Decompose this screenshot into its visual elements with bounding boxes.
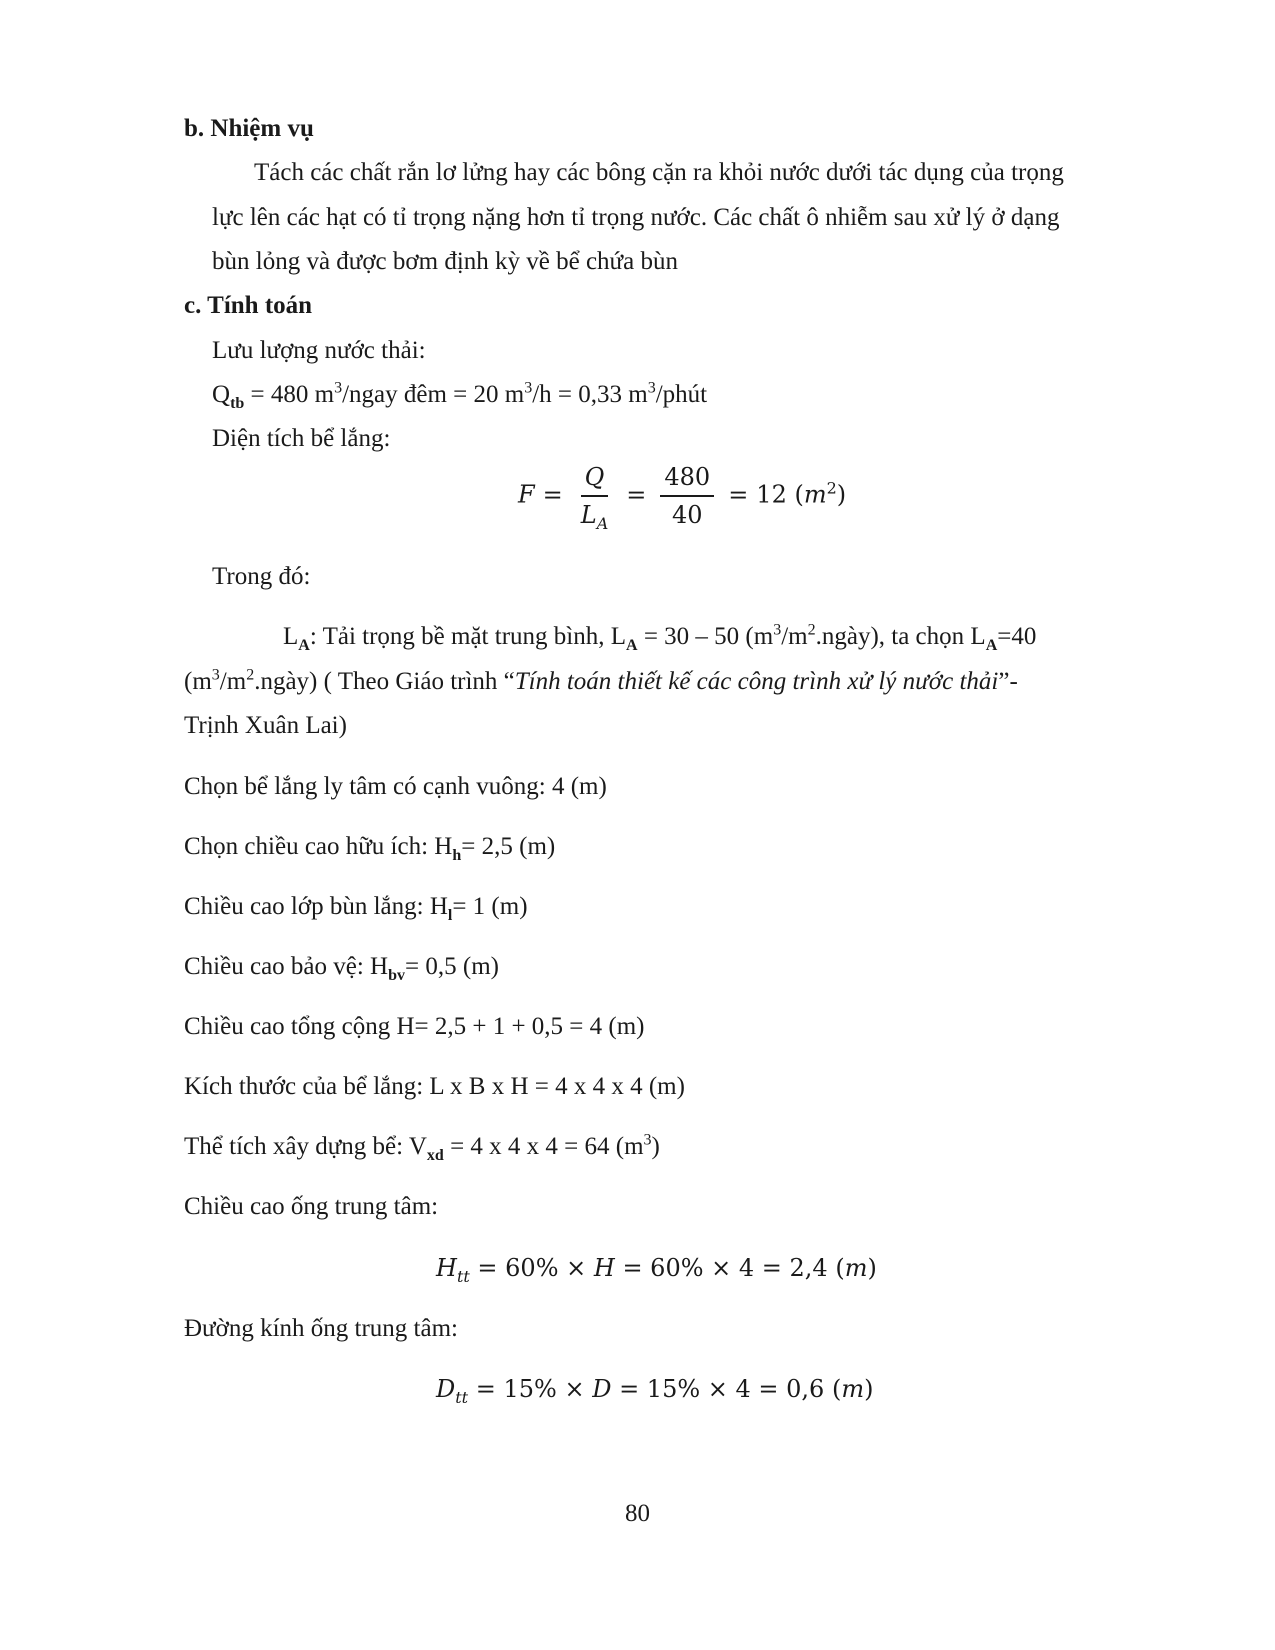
protect-height-sub: bv — [388, 967, 406, 984]
fraction-den-l: L — [580, 501, 597, 529]
la-subscript-2: A — [626, 637, 638, 654]
volume-value: = 4 x 4 x 4 = 64 (m — [443, 1133, 644, 1160]
flow-label: Lưu lượng nước thải: — [212, 337, 426, 364]
section-c-heading: c. Tính toán — [184, 292, 313, 319]
flow-part-3: /h = 0,33 m — [532, 381, 648, 408]
where-line-2-text-3: .ngày) ( Theo Giáo trình “ — [254, 668, 515, 695]
la-symbol: L — [283, 623, 299, 650]
flow-rate-line — [212, 380, 707, 410]
area-label: Diện tích bể lắng: — [212, 425, 391, 452]
where-line-1 — [283, 622, 1036, 652]
paragraph-line-1: Tách các chất rắn lơ lửng hay các bông cặn ra khỏi nước dưới tác dụng của trọng — [254, 159, 1064, 186]
where-line-1-text-1: : Tải trọng bề mặt trung bình, L — [309, 623, 626, 650]
formula-h-expr-2: = 60% × 4 = 2,4 ( — [614, 1254, 845, 1282]
where-line-2-sup2: 2 — [246, 666, 255, 684]
formula-center-diameter — [436, 1375, 874, 1407]
protect-height-text: Chiều cao bảo vệ: H — [184, 953, 389, 980]
fraction-num-480: 480 — [660, 462, 714, 497]
formula-f-unit: m — [803, 480, 827, 509]
formula-d-unit: m — [841, 1375, 865, 1403]
formula-d-sym: D — [436, 1375, 456, 1403]
formula-d-var: D — [592, 1375, 612, 1403]
paragraph-line-2: lực lên các hạt có tỉ trọng nặng hơn tỉ trọng nước. Các chất ô nhiễm sau xử lý ở dạng — [212, 204, 1060, 231]
formula-d-sub: tt — [455, 1387, 469, 1407]
where-line-1-text-4: .ngày), ta chọn L — [815, 623, 986, 650]
formula-h-unit: m — [844, 1254, 868, 1282]
fraction-q-over-la — [577, 462, 613, 533]
volume-text: Thể tích xây dựng bể: V — [184, 1133, 427, 1160]
flow-sup-2: 3 — [524, 379, 533, 397]
textbook-title: Tính toán thiết kế các công trình xử lý nước thải — [514, 668, 999, 695]
la-subscript-3: A — [985, 637, 998, 654]
useful-height-sub: h — [452, 847, 462, 864]
where-line-1-sup2: 2 — [807, 621, 816, 639]
formula-h-sub: tt — [456, 1266, 470, 1286]
formula-f-result: 12 — [756, 480, 787, 509]
formula-f-lhs: F — [518, 480, 535, 509]
flow-part-1: = 480 m — [244, 381, 335, 408]
formula-center-height — [436, 1254, 877, 1286]
flow-symbol: Q — [212, 381, 231, 408]
volume-line — [184, 1132, 660, 1162]
volume-sup: 3 — [643, 1131, 652, 1149]
where-line-2-text-2: /m — [219, 668, 247, 695]
section-b-heading: b. Nhiệm vụ — [184, 115, 314, 142]
paragraph-line-3: bùn lỏng và được bơm định kỳ về bể chứa bùn — [212, 248, 678, 275]
where-line-2 — [184, 667, 1018, 697]
page-number: 80 — [625, 1500, 650, 1527]
fraction-den-sub-a: A — [596, 513, 609, 533]
useful-height-value: = 2,5 (m) — [461, 833, 556, 860]
fraction-480-over-40 — [660, 462, 714, 530]
formula-h-var: H — [593, 1254, 615, 1282]
flow-sup-1: 3 — [334, 379, 343, 397]
formula-area: F = $\frac{Q}{L_A}$ = $\frac{480}{40}$ = 12 $(m^2)$ — [518, 463, 847, 533]
protect-height-value: = 0,5 (m) — [405, 953, 499, 980]
formula-f-unit-sup: 2 — [826, 478, 837, 498]
where-line-2-text-4: ”- — [998, 668, 1018, 695]
where-label: Trong đó: — [212, 563, 311, 590]
protect-height-line — [184, 952, 499, 982]
volume-sub: xd — [426, 1147, 444, 1164]
center-pipe-height-label: Chiều cao ống trung tâm: — [184, 1193, 439, 1220]
where-line-2-sup3: 3 — [211, 666, 220, 684]
flow-sup-3: 3 — [647, 379, 656, 397]
where-line-1-text-3: /m — [781, 623, 808, 650]
useful-height-line — [184, 832, 555, 862]
where-line-1-text-5: =40 — [997, 623, 1037, 650]
where-line-3: Trịnh Xuân Lai) — [184, 712, 347, 739]
formula-h-sym: H — [436, 1254, 457, 1282]
formula-d-expr-2: = 15% × 4 = 0,6 ( — [611, 1375, 842, 1403]
formula-h-expr-1: = 60% × — [469, 1254, 594, 1282]
useful-height-text: Chọn chiều cao hữu ích: H — [184, 833, 453, 860]
where-line-1-sup3: 3 — [773, 621, 782, 639]
sludge-height-line — [184, 892, 528, 922]
where-line-2-text-1: (m — [184, 668, 212, 695]
volume-close: ) — [651, 1133, 660, 1160]
formula-d-close: ) — [864, 1375, 874, 1403]
fraction-den-40: 40 — [672, 501, 703, 529]
flow-subscript: tb — [230, 395, 245, 412]
dimensions-line: Kích thước của bể lắng: L x B x H = 4 x 4 x 4 (m) — [184, 1073, 685, 1100]
formula-d-expr-1: = 15% × — [468, 1375, 593, 1403]
la-subscript: A — [298, 637, 310, 654]
formula-h-close: ) — [867, 1254, 877, 1282]
sludge-height-value: = 1 (m) — [452, 893, 528, 920]
flow-part-4: /phút — [655, 381, 708, 408]
sludge-height-sub: l — [447, 907, 453, 924]
flow-part-2: /ngay đêm = 20 m — [342, 381, 525, 408]
sludge-height-text: Chiều cao lớp bùn lắng: H — [184, 893, 448, 920]
center-pipe-diam-label: Đường kính ống trung tâm: — [184, 1315, 458, 1342]
square-line: Chọn bể lắng ly tâm có cạnh vuông: 4 (m) — [184, 773, 607, 800]
fraction-num-q: Q — [581, 462, 609, 497]
where-line-1-text-2: = 30 – 50 (m — [637, 623, 774, 650]
total-height-line: Chiều cao tổng cộng H= 2,5 + 1 + 0,5 = 4 (m) — [184, 1013, 645, 1040]
